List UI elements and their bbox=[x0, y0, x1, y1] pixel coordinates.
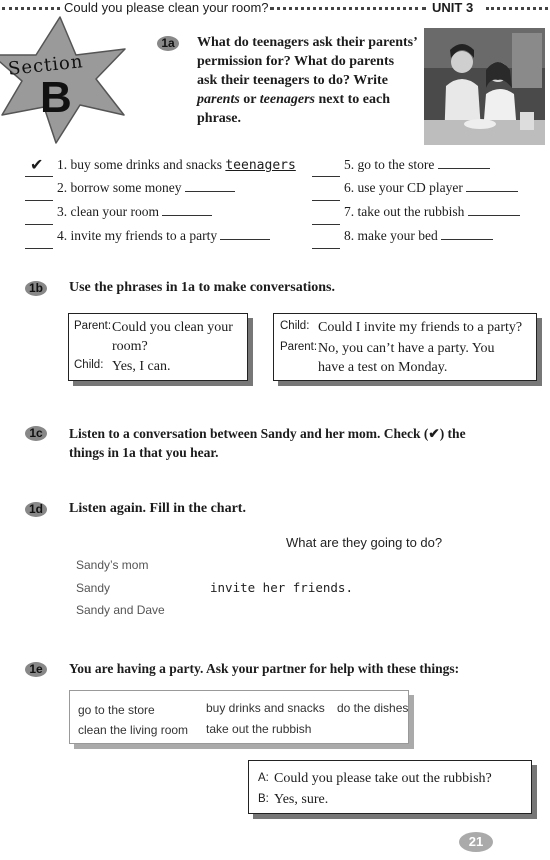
page-number bbox=[459, 832, 493, 852]
phrase-8-text: 8. make your bed bbox=[344, 228, 438, 243]
phrase-take-out-rubbish: take out the rubbish bbox=[206, 722, 312, 736]
box1-line1a: Could you clean your bbox=[112, 320, 233, 335]
phrase-item-5 bbox=[344, 157, 490, 173]
badge-1c: 1c bbox=[25, 426, 47, 441]
instruction-1a bbox=[197, 33, 417, 128]
badge-1e: 1e bbox=[25, 662, 47, 677]
phrase-do-dishes: do the dishes bbox=[337, 701, 409, 715]
answer-blank-8[interactable] bbox=[312, 238, 340, 249]
phrase-4-text: 4. invite my friends to a party bbox=[57, 228, 218, 243]
page-number-text: 21 bbox=[468, 834, 484, 849]
dialogue-line-b: Yes, sure. bbox=[274, 792, 329, 807]
dialogue-line-a: Could you please take out the rubbish? bbox=[274, 771, 492, 786]
dialogue-box-1 bbox=[68, 313, 248, 381]
chart-header: What are they going to do? bbox=[286, 535, 443, 550]
word-parents: parents bbox=[197, 92, 240, 107]
section-letter: B bbox=[40, 73, 72, 122]
box2-line1: Could I invite my friends to a party? bbox=[318, 320, 523, 335]
badge-1d: 1d bbox=[25, 502, 47, 517]
box2-line2a: No, you can’t have a party. You bbox=[318, 341, 495, 356]
badge-1a: 1a bbox=[157, 36, 179, 51]
chart-answer-sandy: invite her friends. bbox=[210, 580, 353, 595]
instruction-1a-text: What do teenagers ask their parents’ permission for? What do parents ask their teenagers to do? Write bbox=[197, 35, 417, 88]
phrase-1-answer: teenagers bbox=[225, 158, 296, 173]
photo-mother-daughter bbox=[424, 28, 545, 145]
header-dots-middle bbox=[270, 7, 426, 10]
header-dots-left bbox=[2, 7, 60, 10]
section-word: Section bbox=[7, 51, 85, 80]
box2-line2b: have a test on Monday. bbox=[318, 360, 448, 375]
speaker-parent: Parent: bbox=[74, 320, 112, 332]
check-mark-1: ✔ bbox=[30, 157, 44, 174]
unit-label: UNIT 3 bbox=[432, 0, 474, 15]
phrase-buy-drinks: buy drinks and snacks bbox=[206, 701, 325, 715]
phrase-3-blank[interactable] bbox=[162, 205, 212, 216]
phrase-6-text: 6. use your CD player bbox=[344, 180, 463, 195]
chart-row-sandy: Sandy bbox=[76, 581, 111, 595]
phrases-box bbox=[69, 690, 409, 744]
phrase-go-to-store: go to the store bbox=[78, 703, 155, 717]
phrase-item-3 bbox=[57, 204, 212, 220]
speaker-child-2: Child: bbox=[280, 320, 310, 332]
answer-blank-2[interactable] bbox=[25, 190, 53, 201]
phrase-item-1 bbox=[57, 157, 296, 173]
phrase-6-blank[interactable] bbox=[466, 181, 518, 192]
instruction-1a-end: next to each phrase. bbox=[197, 92, 391, 126]
answer-blank-5[interactable] bbox=[312, 166, 340, 177]
phrase-8-blank[interactable] bbox=[441, 229, 493, 240]
header-title: Could you please clean your room? bbox=[64, 0, 269, 15]
phrase-7-text: 7. take out the rubbish bbox=[344, 204, 465, 219]
phrase-2-blank[interactable] bbox=[185, 181, 235, 192]
phrase-5-text: 5. go to the store bbox=[344, 157, 435, 172]
instruction-1c-line2: things in 1a that you hear. bbox=[69, 445, 219, 460]
dialogue-box-2 bbox=[273, 313, 537, 381]
box1-line2: Yes, I can. bbox=[112, 359, 171, 374]
chart-row-sandy-and-dave: Sandy and Dave bbox=[76, 603, 165, 617]
instruction-1e: You are having a party. Ask your partner for help with these things: bbox=[69, 661, 460, 676]
photo-illustration-icon bbox=[424, 28, 545, 145]
box1-line1b: room? bbox=[112, 339, 148, 354]
phrase-item-2 bbox=[57, 180, 235, 196]
phrase-4-blank[interactable] bbox=[220, 229, 270, 240]
chart-row-sandys-mom: Sandy’s mom bbox=[76, 558, 149, 572]
phrase-clean-living-room: clean the living room bbox=[78, 723, 189, 737]
answer-blank-4[interactable] bbox=[25, 238, 53, 249]
instruction-1d: Listen again. Fill in the chart. bbox=[69, 501, 246, 516]
header-dots-right bbox=[486, 7, 548, 10]
answer-blank-6[interactable] bbox=[312, 190, 340, 201]
answer-blank-1[interactable] bbox=[25, 166, 53, 177]
phrase-2-text: 2. borrow some money bbox=[57, 180, 182, 195]
phrase-item-8 bbox=[344, 228, 493, 244]
star-shape-icon bbox=[0, 15, 160, 145]
instruction-1b: Use the phrases in 1a to make conversations. bbox=[69, 280, 335, 295]
phrase-5-blank[interactable] bbox=[438, 158, 490, 169]
phrase-item-7 bbox=[344, 204, 520, 220]
word-or: or bbox=[239, 92, 260, 107]
phrase-7-blank[interactable] bbox=[468, 205, 520, 216]
speaker-b: B: bbox=[258, 793, 269, 805]
dialogue-box-1e bbox=[248, 760, 532, 814]
speaker-child: Child: bbox=[74, 359, 104, 371]
phrase-3-text: 3. clean your room bbox=[57, 204, 159, 219]
word-teenagers: teenagers bbox=[259, 92, 315, 107]
answer-blank-3[interactable] bbox=[25, 214, 53, 225]
answer-blank-7[interactable] bbox=[312, 214, 340, 225]
badge-1b: 1b bbox=[25, 281, 47, 296]
phrase-item-4 bbox=[57, 228, 270, 244]
phrase-item-6 bbox=[344, 180, 518, 196]
speaker-parent-2: Parent: bbox=[280, 341, 318, 353]
speaker-a: A: bbox=[258, 772, 269, 784]
phrase-1-text: 1. buy some drinks and snacks bbox=[57, 157, 222, 172]
section-star bbox=[0, 15, 160, 145]
instruction-1c-line1: Listen to a conversation between Sandy and her mom. Check (✔) the bbox=[69, 426, 466, 441]
